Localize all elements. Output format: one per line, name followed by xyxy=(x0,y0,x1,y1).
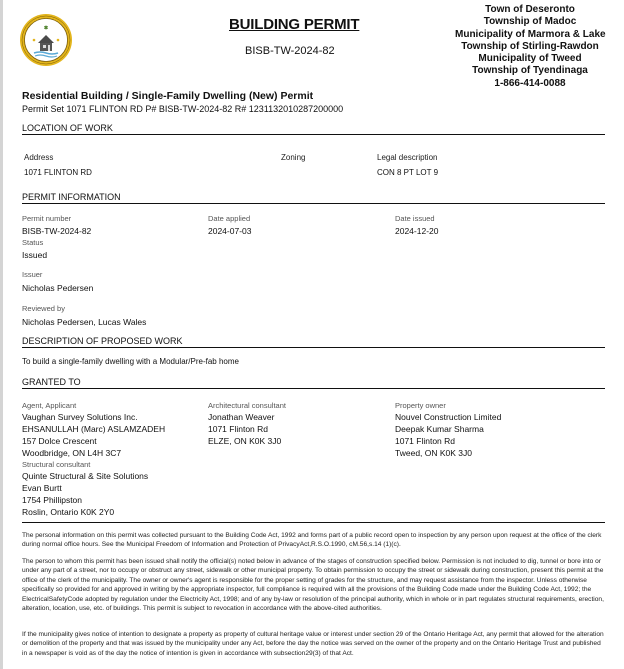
property-owner-block xyxy=(395,400,501,459)
address-value: 1071 FLINTON RD xyxy=(24,168,92,177)
permit-conditions-notice: The person to whom this permit has been issued shall notify the official(s) noted below in advance of the stages of construction specified below. Permission is not included to dig, tunnel or bore into or under any part of a street, nor to occupy or obstruct any street, sidewalk or other municipal property. To obtain permission to occupy the street or sidewalk during construction, present this permit at the office of the clerk of the municipality. The owner or owner's agent is responsible for the proper setting of grades for the structure, and may request assistance from the inspector. Unless otherwise specifically so provided for and approved in writing by the appropriate inspector, full compliance is required with all the provisions of the Building Code made under the Building Code Act, 1992; the ElectricalSafetyCode adopted by regulation under the Electricity Act, 1998; and of any by-law or resolution of the principal authority, which in whole or in part regulates structural requirements, erection, alteration, location, use, etc. of buildings. This permit is subject to revocation in accordance with the above-cited authorities. xyxy=(22,558,604,613)
privacy-notice: The personal information on this permit was collected pursuant to the Building Code Act, 1992 and forms part of a public record open to inspection by any person upon request at the office of the clerk during normal office hours. See the Municipal Freedom of Information and Protection of PrivacyAct,R.S.O.1990, cM.56,s.14 (1)(c). xyxy=(22,532,602,549)
permit-number-label: Permit number xyxy=(22,214,72,223)
municipality-name: Township of Tyendinaga xyxy=(472,65,588,77)
section-location-heading: LOCATION OF WORK xyxy=(22,123,605,135)
property-owner-label: Property owner xyxy=(395,401,446,410)
agent-line: 157 Dolce Crescent xyxy=(22,436,97,446)
reviewed-by-label: Reviewed by xyxy=(22,304,65,313)
municipality-name: Township of Madoc xyxy=(483,16,577,28)
legal-description-label: Legal description xyxy=(377,153,438,162)
agent-line: EHSANULLAH (Marc) ASLAMZADEH xyxy=(22,424,166,434)
phone-number: 1-866-414-0088 xyxy=(494,77,566,89)
issuer-value: Nicholas Pedersen xyxy=(22,283,94,293)
municipality-name: Town of Deseronto xyxy=(485,4,575,15)
section-description-heading: DESCRIPTION OF PROPOSED WORK xyxy=(22,336,605,348)
section-granted-heading: GRANTED TO xyxy=(22,377,605,389)
agent-line: Vaughan Survey Solutions Inc. xyxy=(22,412,138,422)
legal-description-value: CON 8 PT LOT 9 xyxy=(377,168,439,177)
architect-line: ELZE, ON K0K 3J0 xyxy=(208,436,282,446)
municipality-name: Township of Stirling-Rawdon xyxy=(461,40,599,52)
date-applied-value: 2024-07-03 xyxy=(208,226,252,236)
agent-applicant-block xyxy=(22,400,165,518)
owner-line: Nouvel Construction Limited xyxy=(395,412,502,422)
architect-line: Jonathan Weaver xyxy=(208,412,275,422)
permit-number-value: BISB-TW-2024-82 xyxy=(22,226,92,236)
divider xyxy=(22,522,605,523)
address-label: Address xyxy=(24,153,54,162)
section-permit-info-heading: PERMIT INFORMATION xyxy=(22,192,605,204)
heritage-notice: If the municipality gives notice of intention to designate a property as property of cultural heritage value or interest under section 29 of the Ontario Heritage Act, any permit that allowed for the alteration or demolition of the property and that was issued by the municipality under any Act, before the day the notice was served on the owner of the property and on the Ontario Heritage Trust and published in a newspaper is void as of the day the notice of intention is given in accordance with subsection29(3) of that Act. xyxy=(22,631,604,657)
status-label: Status xyxy=(22,238,44,247)
municipal-seal-house-icon xyxy=(19,13,73,67)
date-issued-value: 2024-12-20 xyxy=(395,226,439,236)
structural-line: Roslin, Ontario K0K 2Y0 xyxy=(22,507,115,517)
architectural-consultant-block xyxy=(208,400,286,447)
date-issued-label: Date issued xyxy=(395,214,435,223)
municipalities-list xyxy=(455,4,605,90)
header-permit-id: BISB-TW-2024-82 xyxy=(245,45,335,57)
permit-set-line: Permit Set 1071 FLINTON RD P# BISB-TW-2024-82 R# 1231132010287200000 xyxy=(22,104,344,114)
owner-line: 1071 Flinton Rd xyxy=(395,436,456,446)
document-title: BUILDING PERMIT xyxy=(229,16,360,33)
permit-type: Residential Building / Single-Family Dwelling (New) Permit xyxy=(22,90,314,102)
municipality-name: Municipality of Marmora & Lake xyxy=(455,28,606,40)
zoning-label: Zoning xyxy=(281,153,306,162)
issuer-label: Issuer xyxy=(22,270,43,279)
structural-line: Evan Burtt xyxy=(22,483,62,493)
owner-line: Tweed, ON K0K 3J0 xyxy=(395,448,473,458)
architect-line: 1071 Flinton Rd xyxy=(208,424,269,434)
agent-line: Woodbridge, ON L4H 3C7 xyxy=(22,448,122,458)
date-applied-label: Date applied xyxy=(208,214,251,223)
status-value: Issued xyxy=(22,250,48,260)
page-left-border xyxy=(0,0,3,669)
agent-applicant-label: Agent, Applicant xyxy=(22,401,77,410)
architectural-consultant-label: Architectural consultant xyxy=(208,401,286,410)
description-text: To build a single-family dwelling with a Modular/Pre-fab home xyxy=(22,357,239,366)
structural-line: Quinte Structural & Site Solutions xyxy=(22,471,149,481)
structural-consultant-label: Structural consultant xyxy=(22,460,91,469)
municipality-name: Municipality of Tweed xyxy=(478,53,582,65)
reviewed-by-value: Nicholas Pedersen, Lucas Wales xyxy=(22,317,147,327)
structural-line: 1754 Phillipston xyxy=(22,495,83,505)
owner-line: Deepak Kumar Sharma xyxy=(395,424,484,434)
